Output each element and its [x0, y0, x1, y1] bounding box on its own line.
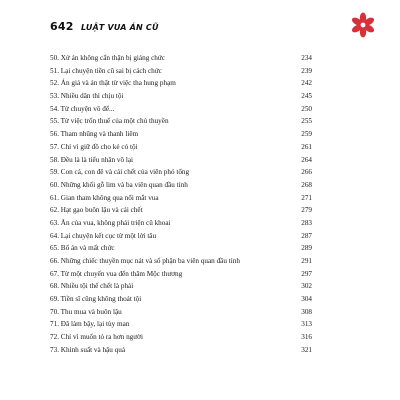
toc-entry-page: 283 [301, 218, 312, 227]
toc-entry-title: 68. Nhiều tội thế chết là phải [50, 282, 134, 291]
page-number: 642 [50, 20, 74, 33]
toc-entry [50, 295, 312, 304]
toc-entry-title: 58. Đều là là tiểu nhân vô lại [50, 155, 134, 164]
toc-entry-title: 71. Đã làm bậy, lại tùy man [50, 320, 130, 329]
toc-entry-page: 250 [301, 104, 312, 113]
toc-entry-title: 57. Chỉ vì giữ đồ cho kẻ có tội [50, 142, 138, 151]
table-of-contents [50, 54, 312, 359]
toc-entry-page: 291 [301, 257, 312, 265]
toc-entry-page: 304 [301, 295, 312, 304]
toc-entry-page: 287 [301, 231, 312, 240]
toc-entry-page: 245 [301, 92, 312, 101]
toc-entry-page: 255 [301, 117, 312, 126]
toc-entry-title: 56. Tham nhũng và thanh liêm [50, 130, 139, 139]
toc-entry-page: 316 [301, 333, 312, 342]
toc-entry-title: 69. Tiền sĩ cũng không thoát tội [50, 295, 142, 304]
toc-entry-page: 297 [301, 269, 312, 278]
toc-entry-page: 242 [301, 79, 312, 88]
running-header [50, 20, 159, 33]
toc-entry-title: 64. Lại chuyện kết cục từ một lời tâu [50, 231, 157, 240]
toc-entry [50, 117, 312, 126]
toc-entry [50, 105, 312, 114]
toc-entry [50, 54, 312, 63]
toc-entry [50, 308, 312, 317]
toc-entry-page: 302 [301, 282, 312, 291]
toc-entry-page: 259 [301, 130, 312, 139]
toc-entry-title: 59. Con cá, con đê và cái chết của viên phó tổng [50, 168, 190, 177]
toc-entry-title: 65. Bổ án và mất chức [50, 244, 115, 253]
toc-entry-title: 63. Ăn của vua, không phải triện cũ khoai [50, 218, 171, 227]
toc-entry [50, 67, 312, 76]
toc-entry-page: 261 [301, 142, 312, 151]
toc-entry [50, 244, 312, 253]
toc-entry-title: 52. Án giả và án thật từ việc tha hung phạm [50, 79, 176, 88]
toc-entry-page: 321 [301, 345, 312, 354]
toc-entry-title: 70. Thu mua và buôn lậu [50, 307, 122, 316]
toc-entry [50, 168, 312, 177]
toc-entry-title: 62. Hạt gạo buôn lậu và cái chết [50, 206, 143, 215]
toc-entry-page: 264 [301, 155, 312, 164]
toc-entry [50, 156, 312, 165]
toc-entry [50, 194, 312, 203]
toc-entry [50, 257, 312, 266]
toc-entry [50, 320, 312, 329]
toc-entry [50, 92, 312, 101]
toc-entry [50, 270, 312, 279]
toc-entry-title: 61. Gian tham không qua nổi mắt vua [50, 193, 159, 202]
toc-entry [50, 346, 312, 355]
toc-entry-title: 67. Từ một chuyến vua đến thăm Mộc thương [50, 269, 183, 278]
toc-entry [50, 232, 312, 241]
toc-entry-page: 289 [301, 244, 312, 253]
toc-entry [50, 79, 312, 88]
toc-entry-page: 234 [301, 54, 312, 62]
red-flower-logo-icon [350, 12, 376, 38]
toc-entry-page: 239 [301, 66, 312, 75]
toc-entry [50, 333, 312, 342]
toc-entry-page: 268 [301, 180, 312, 189]
toc-entry-title: 55. Từ việc trốn thuế của một chủ thuyền [50, 117, 169, 126]
toc-entry-page: 313 [301, 320, 312, 329]
toc-entry-title: 60. Những khối gỗ lim và ba viên quan đầu tỉnh [50, 180, 188, 189]
toc-entry-page: 279 [301, 206, 312, 215]
toc-entry-title: 50. Xử án không cẩn thận bị giáng chức [50, 54, 165, 62]
toc-entry-page: 271 [301, 193, 312, 202]
toc-entry-title: 54. Từ chuyện vô để... [50, 104, 115, 113]
book-title: LUẬT VUA ÁN CŨ [80, 23, 159, 32]
toc-entry-title: 53. Nhiều dân thì chịu tội [50, 92, 124, 101]
toc-entry [50, 130, 312, 139]
toc-entry-title: 66. Những chiếc thuyền mục nát và số phận ba viên quan đầu tỉnh [50, 257, 240, 265]
toc-entry-page: 266 [301, 168, 312, 177]
toc-entry-title: 51. Lại chuyện tiền cũ sai bị cách chức [50, 66, 162, 75]
toc-entry-page: 308 [301, 307, 312, 316]
toc-entry [50, 206, 312, 215]
toc-entry [50, 219, 312, 228]
toc-entry [50, 282, 312, 291]
toc-entry [50, 181, 312, 190]
toc-entry [50, 143, 312, 152]
toc-entry-title: 72. Chỉ vì muốn tỏ ra hơn người [50, 333, 143, 342]
toc-entry-title: 73. Khinh suất và hậu quả [50, 345, 126, 354]
